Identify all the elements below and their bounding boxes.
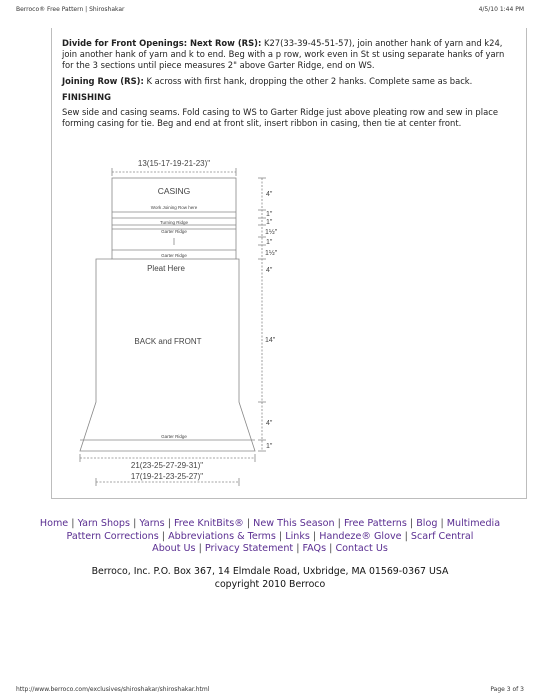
nav-sep: | bbox=[158, 530, 169, 542]
nav-sep: | bbox=[437, 518, 447, 529]
front-openings-text: K27(33-39-45-51-57), join another hank of yarn and k24, join another hank of yarn and k to end. Beg with a p row, work even in St st using separate hanks of yarn for the 3 sections until piece measures 2" above Garter Ridge, end on WS. bbox=[62, 38, 505, 70]
measure-4in-casing: 4" bbox=[266, 191, 273, 198]
print-footer-page: Page 3 of 3 bbox=[490, 686, 524, 693]
company-address bbox=[0, 566, 540, 591]
back-front-label: BACK and FRONT bbox=[134, 337, 202, 346]
nav-link-abbreviations[interactable]: Abbreviations & Terms bbox=[168, 530, 276, 542]
nav-link-multimedia[interactable]: Multimedia bbox=[446, 518, 501, 529]
finishing-paragraph: Sew side and casing seams. Fold casing to WS to Garter Ridge just above pleating row and sew in place forming casing for tie. Beg and end at front slit, insert ribbon in casing, then tie at center front. bbox=[62, 107, 498, 128]
nav-sep: | bbox=[309, 530, 320, 542]
footer-nav bbox=[0, 518, 540, 556]
nav-link-home[interactable]: Home bbox=[39, 518, 69, 529]
nav-link-handeze-glove[interactable]: Handeze® Glove bbox=[319, 530, 402, 542]
joining-row-text: K across with first hank, dropping the other 2 hanks. Complete same as back. bbox=[143, 76, 473, 86]
measure-1half-b: 1½" bbox=[265, 250, 278, 257]
nav-link-faqs[interactable]: FAQs bbox=[302, 543, 327, 554]
nav-sep: | bbox=[164, 518, 174, 529]
casing-label: CASING bbox=[157, 186, 191, 196]
nav-link-free-knitbits[interactable]: Free KnitBits® bbox=[173, 518, 244, 529]
print-footer-url: http://www.berroco.com/exclusives/shiroshakar/shiroshakar.html bbox=[16, 686, 210, 693]
nav-link-yarns[interactable]: Yarns bbox=[139, 518, 165, 529]
nav-row-1 bbox=[0, 518, 540, 531]
measure-1in-d: 1" bbox=[266, 443, 273, 450]
nav-row-2 bbox=[0, 531, 540, 544]
nav-link-pattern-corrections[interactable]: Pattern Corrections bbox=[66, 530, 159, 542]
nav-link-privacy[interactable]: Privacy Statement bbox=[204, 543, 294, 554]
measure-1half-a: 1½" bbox=[265, 229, 278, 236]
measure-4in-bottom: 4" bbox=[266, 420, 273, 427]
nav-link-new-this-season[interactable]: New This Season bbox=[253, 518, 335, 529]
nav-link-yarn-shops[interactable]: Yarn Shops bbox=[77, 518, 131, 529]
garter-ridge-label-3: Garter Ridge bbox=[161, 434, 187, 439]
joining-row-label: Joining Row (RS): bbox=[62, 76, 144, 86]
print-header-title: Berroco® Free Pattern | Shiroshakar bbox=[16, 6, 125, 13]
nav-link-free-patterns[interactable]: Free Patterns bbox=[343, 518, 407, 529]
address-line: Berroco, Inc. P.O. Box 367, 14 Elmdale Road, Uxbridge, MA 01569-0367 USA bbox=[91, 566, 449, 577]
garter-ridge-label-1: Garter Ridge bbox=[161, 229, 187, 234]
nav-sep: | bbox=[68, 518, 78, 529]
nav-sep: | bbox=[243, 518, 254, 529]
nav-link-about-us[interactable]: About Us bbox=[152, 543, 196, 554]
nav-sep: | bbox=[293, 543, 303, 554]
top-width-label: 13(15-17-19-21-23)" bbox=[137, 159, 211, 168]
work-joining-row-label: Work Joining Row here bbox=[150, 205, 198, 210]
measure-1in-b: 1" bbox=[266, 219, 273, 226]
front-openings-label: Divide for Front Openings: Next Row (RS): bbox=[62, 38, 262, 48]
measure-1in-c: 1" bbox=[266, 239, 273, 246]
measure-1in-a: 1" bbox=[266, 211, 273, 218]
nav-sep: | bbox=[275, 530, 286, 542]
nav-link-blog[interactable]: Blog bbox=[416, 518, 438, 529]
nav-sep: | bbox=[401, 530, 411, 542]
nav-sep: | bbox=[326, 543, 336, 554]
measure-4in-pleat: 4" bbox=[266, 267, 273, 274]
bottom-width-label-1: 21(23-25-27-29-31)" bbox=[130, 461, 204, 470]
nav-sep: | bbox=[334, 518, 344, 529]
nav-sep: | bbox=[130, 518, 140, 529]
nav-link-links[interactable]: Links bbox=[285, 530, 310, 542]
finishing-heading: FINISHING bbox=[62, 92, 112, 102]
nav-sep: | bbox=[406, 518, 417, 529]
nav-link-scarf-central[interactable]: Scarf Central bbox=[410, 530, 474, 542]
pleat-here-label: Pleat Here bbox=[147, 264, 185, 273]
print-header-date: 4/5/10 1:44 PM bbox=[478, 6, 524, 13]
measure-14in: 14" bbox=[265, 337, 276, 344]
garter-ridge-label-2: Garter Ridge bbox=[161, 253, 187, 258]
nav-row-3 bbox=[0, 543, 540, 556]
turning-ridge-label: Turning Ridge bbox=[159, 220, 189, 225]
nav-sep: | bbox=[195, 543, 205, 554]
bottom-width-label-2: 17(19-21-23-25-27)" bbox=[130, 472, 204, 481]
nav-link-contact-us[interactable]: Contact Us bbox=[335, 543, 388, 554]
copyright-line: copyright 2010 Berroco bbox=[214, 578, 326, 590]
